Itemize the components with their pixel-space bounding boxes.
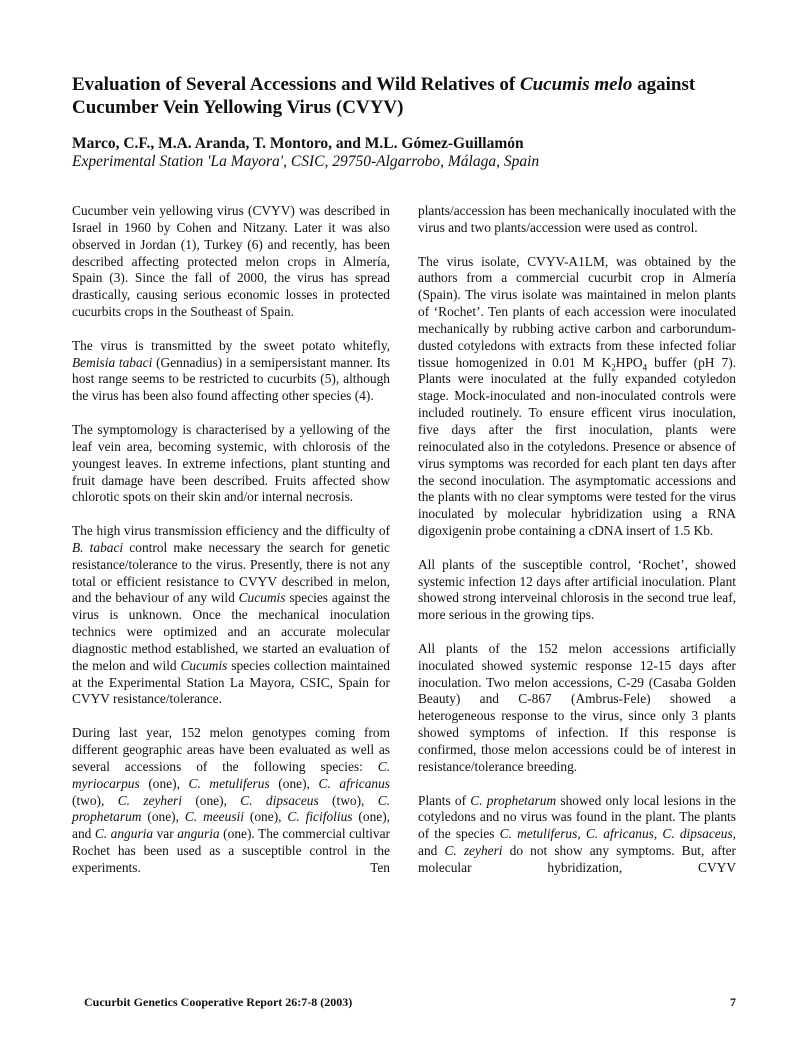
left-column [72,203,390,894]
title-text: Cucumber Vein Yellowing Virus (CVYV) [72,97,404,118]
paragraph: All plants of the susceptible control, ‘Rochet’, showed systemic infection 12 days after artificial inoculation. Plant showed strong interveinal chlorosis in the second true leaf, more serious in the growing tips. [418,556,736,623]
paragraph: Plants of C. prophetarum showed only local lesions in the cotyledons and no virus was found in the plant. The plants of the species C. metuliferus, C. africanus, C. dipsaceus, and C. zeyheri do not show any symptoms. But, after molecular hybridization, CVYV [418,792,737,875]
authors: Marco, C.F., M.A. Aranda, T. Montoro, and M.L. Gómez-Guillamón [72,135,524,152]
paragraph: All plants of the 152 melon accessions artificially inoculated showed systemic response 12-15 days after inoculation. Two melon accessions, C-29 (Casaba Golden Beauty) and C-867 (Ambrus-Fele) showed a heterogeneous response to the virus, since only 3 plants showed symptoms of infection. If this response is confirmed, those melon accessions could be of interest in resistance/tolerance breeding. [418,640,736,774]
article-title [72,73,742,119]
journal-citation: Cucurbit Genetics Cooperative Report 26:7-8 (2003) [84,995,353,1009]
paragraph: The symptomology is characterised by a yellowing of the leaf vein area, becoming systemic, with chlorosis of the youngest leaves. In extreme infections, plant stunting and fruit damage have been described. Fruits affected show chlorotic spots on their skin and/or internal necrosis. [72,421,390,505]
title-text: Evaluation of Several Accessions and Wild Relatives of [72,74,520,95]
paragraph: The virus isolate, CVYV-A1LM, was obtained by the authors from a commercial cucurbit crop in Almería (Spain). The virus isolate was maintained in melon plants of ‘Rochet’. Ten plants of each accession were inoculated mechanically by rubbing active carbon and carborundum-dusted cotyledons with extracts from these infected foliar tissue homogenized in 0.01 M $K_2HPO_4$ buffer (pH 7). Plants were inoculated at the fully expanded cotyledon stage. Mock-inoculated and non-inoculated controls were included routinely. To ensure efficent virus inoculation, five days after the first inoculation, plants were reinoculated also in the cotyledons. Presence or absence of virus symptoms was recorded for each plant ten days after the second inoculation. The asymptomatic accessions and the plants with no clear symptoms were tested for the virus inoculated by molecular hybridization using a RNA digoxigenin probe containing a cDNA insert of 1.5 Kb. [418,253,736,539]
title-species: Cucumis melo [519,74,633,95]
paragraph: The virus is transmitted by the sweet potato whitefly, Bemisia tabaci (Gennadius) in a semipersistant manner. Its host range seems to be restricted to cucurbits (5), although the virus has been also found affecting other species (4). [72,337,390,404]
paragraph: Cucumber vein yellowing virus (CVYV) was described in Israel in 1960 by Cohen and Nitzany. Later it was also observed in Jordan (1), Turkey (6) and recently, has been described affecting protected melon crops in Almería, Spain (3). Since the fall of 2000, the virus has spread drastically, causing serious economic losses in protected cucurbits crops in the Southeast of Spain. [72,203,390,320]
right-column [418,203,736,894]
paragraph: During last year, 152 melon genotypes coming from different geographic areas have been evaluated as well as several accessions of the following species: C. myriocarpus (one), C. metuliferus (one), C. africanus (two), C. zeyheri (one), C. dipsaceus (two), C. prophetarum (one), C. meeusii (one), C. ficifolius (one), and C. anguria var anguria (one). The commercial cultivar Rochet has been used as a susceptible control in the experiments. Ten [72,725,391,875]
paragraph: plants/accession has been mechanically inoculated with the virus and two plants/accession were used as control. [418,203,736,235]
paragraph: The high virus transmission efficiency and the difficulty of B. tabaci control make necessary the search for genetic resistance/tolerance to the virus. Presently, there is not any total or efficient resistance to CVYV described in melon, and the behaviour of any wild Cucumis species against the virus is unknown. Once the mechanical inoculation technics were optimized and an accurate molecular diagnostic method established, we started an evaluation of the melon and wild Cucumis species collection maintained at the Experimental Station La Mayora, CSIC, Spain for CVYV resistance/tolerance. [72,523,390,707]
page-footer [84,995,736,1010]
affiliation: Experimental Station 'La Mayora', CSIC, 29750-Algarrobo, Málaga, Spain [72,153,540,170]
page-number: 7 [730,995,736,1009]
title-text: against [632,74,696,95]
